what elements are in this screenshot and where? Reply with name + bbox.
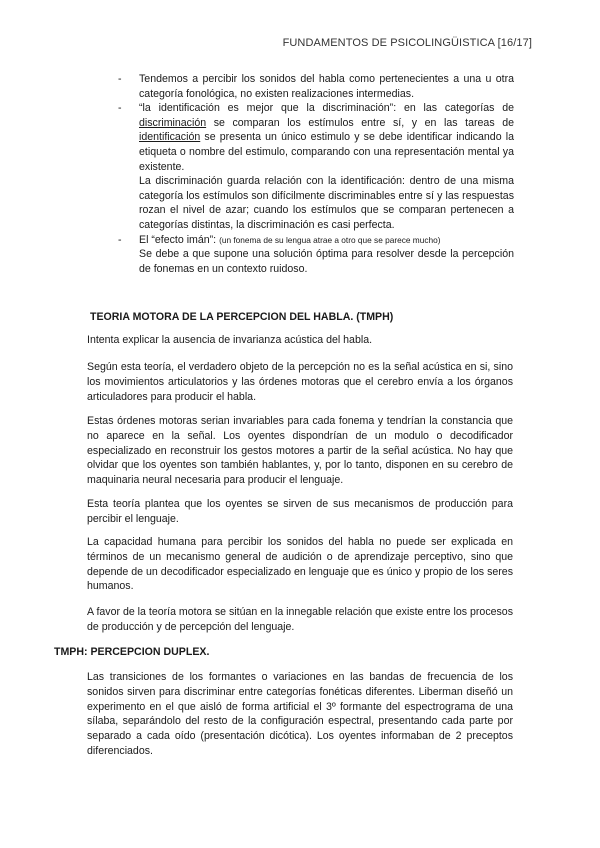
- paragraph: Según esta teoría, el verdadero objeto de la percepción no es la señal acústica en si, sino los movimientos articulatorios y las órdenes motoras que el cerebro envía a los órganos articuladores para producir el habla.: [87, 361, 513, 403]
- paragraph: Esta teoría plantea que los oyentes se sirven de sus mecanismos de producción para percibir el lenguaje.: [87, 498, 513, 525]
- underlined-term: discriminación: [139, 116, 207, 129]
- page-header: FUNDAMENTOS DE PSICOLINGÜISTICA [16/17]: [282, 37, 532, 49]
- paragraph: A favor de la teoría motora se sitúan en la innegable relación que existe entre los procesos de producción y de percepción del lenguaje.: [87, 606, 513, 633]
- bullet-item: [118, 72, 514, 101]
- bullet-dash: -: [118, 73, 122, 85]
- bullet-text: [139, 233, 514, 248]
- section-heading: TMPH: PERCEPCION DUPLEX.: [54, 646, 210, 658]
- bullet-text-part: se presenta un único estimulo y se debe identificar indicando la etiqueta o nombre del estimulo, comparando con una representación mental ya existente.: [139, 131, 514, 173]
- paragraph: Estas órdenes motoras serian invariables para cada fonema y tendrían la constancia que no aparece en la señal. Los oyentes dispondrían de un modulo o decodificador especializado en reconstruir los gestos motores a partir de la señal acústica. No hay que olvidar que los oyentes son también hablantes, y, por lo tanto, disponen en su cerebro de maquinaria neural necesaria para producir el lenguaje.: [87, 415, 513, 487]
- bullet-dash: -: [118, 102, 122, 115]
- bullet-list: [118, 72, 514, 276]
- bullet-dash: -: [118, 233, 122, 246]
- bullet-text-part: “la identificación es mejor que la discriminación”: en las categorías de: [139, 102, 514, 115]
- bullet-continuation: La discriminación guarda relación con la identificación: dentro de una misma categoría los estímulos son difícilmente discriminables entre sí y las respuestas rozan el nivel de azar; cuando los estímulos que se comparan pertenecen a categorías distintas, la discriminación es casi perfecta.: [139, 175, 514, 231]
- underlined-term: identificación: [139, 131, 201, 144]
- bullet-lead: El “efecto imán”:: [139, 233, 220, 246]
- paragraph: Las transiciones de los formantes o variaciones en las bandas de frecuencia de los sonidos sirven para discriminar entre categorías fonéticas diferentes. Liberman diseñó un experimento en el que aisló de forma artificial el 3º formante del espectrograma de una sílaba, separándolo del resto de la configuración espectral, presentando cada parte por separado a cada oído (presentación dicótica). Los oyentes informaban de 2 preceptos diferenciados.: [87, 671, 513, 757]
- bullet-text: Tendemos a percibir los sonidos del habla como pertenecientes a una u otra categoría fonológica, no existen realizaciones intermedias.: [139, 73, 514, 100]
- bullet-text: [139, 101, 514, 174]
- paragraph: Intenta explicar la ausencia de invarianza acústica del habla.: [87, 334, 373, 346]
- section-heading: TEORIA MOTORA DE LA PERCEPCION DEL HABLA. (TMPH): [90, 311, 394, 323]
- bullet-text-part: se comparan los estímulos entre sí, y en las tareas de: [206, 116, 514, 129]
- bullet-item: [118, 101, 514, 232]
- bullet-note: (un fonema de su lengua atrae a otro que se parece mucho): [219, 234, 441, 245]
- bullet-item: [118, 233, 514, 277]
- paragraph: La capacidad humana para percibir los sonidos del habla no puede ser explicada en términos de un mecanismo general de audición o de aprendizaje perceptivo, sino que depende de un decodificador especializado en lenguaje que es único y propio de los seres humanos.: [87, 536, 513, 593]
- bullet-continuation: Se debe a que supone una solución óptima para resolver desde la percepción de fonemas en un contexto ruidoso.: [139, 248, 514, 275]
